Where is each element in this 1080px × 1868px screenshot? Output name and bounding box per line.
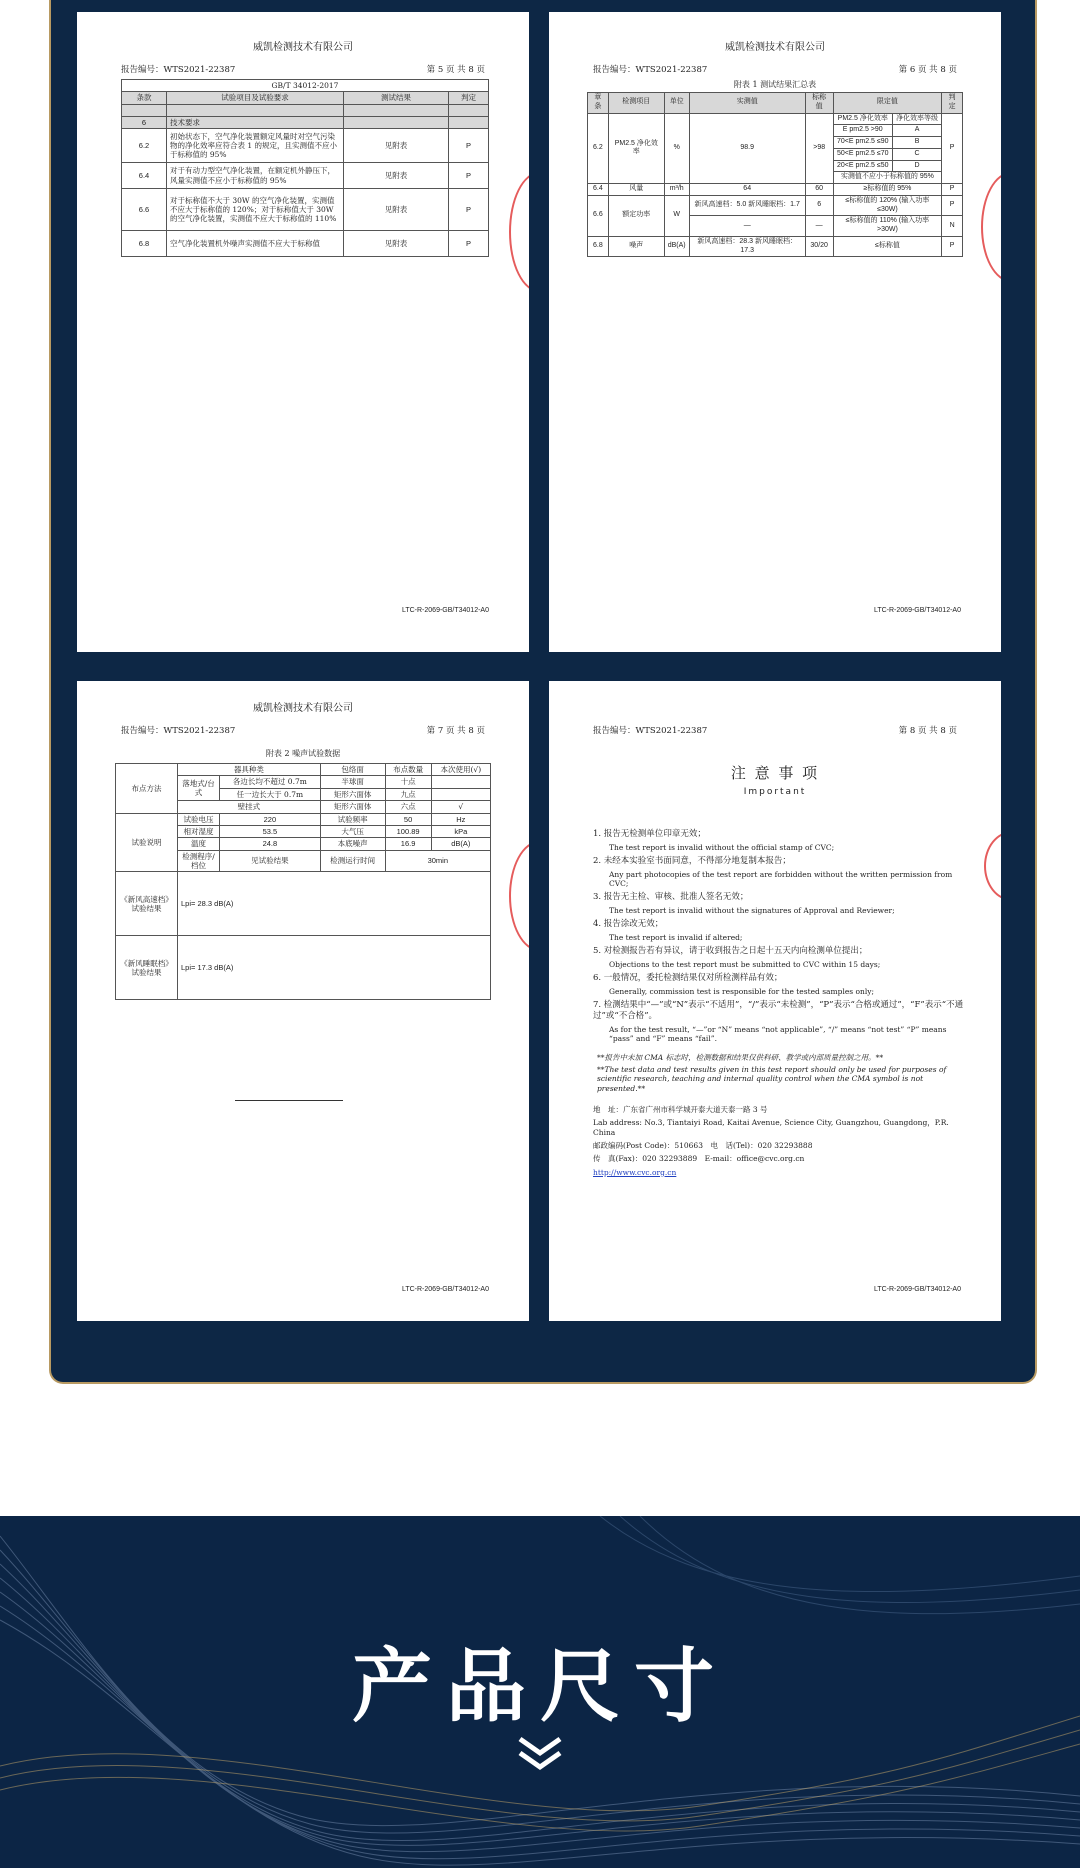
table-row: 6.2 PM2.5 净化效率 % 98.9 >98 PM2.5 净化效率 净化效率等级 P — [588, 113, 963, 125]
report-page-8 — [549, 681, 1001, 1321]
double-chevron-down-icon — [514, 1733, 566, 1773]
page-number: 第 6 页 共 8 页 — [898, 65, 957, 75]
table-row: 《新风睡眠档》试验结果 Lpi= 17.3 dB(A) — [116, 936, 491, 1000]
official-stamp — [509, 841, 529, 951]
section-row: 6 技术要求 — [122, 116, 489, 128]
report-number: 报告编号：WTS2021-22387 — [121, 726, 236, 736]
footer-code: LTC-R-2069-GB/T34012-A0 — [873, 1286, 961, 1294]
standard-code: GB/T 34012-2017 — [122, 80, 489, 92]
section-title: 产品尺寸 — [352, 1640, 728, 1733]
notice-title: 注 意 事 项 — [730, 764, 820, 782]
report-page-5 — [77, 12, 529, 652]
cma-note-cn: **报告中未加 CMA 标志时，检测数据和结果仅供科研、教学或内部质量控制之用。** — [597, 1053, 884, 1063]
table-caption: 附表 2 噪声试验数据 — [265, 749, 341, 758]
table-row: 6.6 对于标称值不大于 30W 的空气净化装置，实测值不应大于标称值的 120%；对于标称值大于 30W 的空气净化装置，实测值不应大于标称值的 110% 见附表 P — [122, 189, 489, 231]
list-item: 5. 对检测报告若有异议，请于收到报告之日起十五天内向检测单位提出； — [593, 946, 868, 957]
table-row: 6.4 对于有动力型空气净化装置，在额定机外静压下，风量实测值不应小于标称值的 95% 见附表 P — [122, 163, 489, 189]
table-row: 6.6 额定功率 W 新风高速档：5.0 新风睡眠档：1.7 6 ≤标称值的 120% (输入功率≤30W) P — [588, 195, 963, 216]
company-name: 威凯检测技术有限公司 — [253, 703, 353, 714]
list-item: 2. 未经本实验室书面同意，不得部分地复制本报告； — [593, 856, 791, 866]
page-number: 第 7 页 共 8 页 — [426, 726, 485, 736]
page-number: 第 8 页 共 8 页 — [898, 726, 957, 736]
page-number: 第 5 页 共 8 页 — [426, 65, 485, 75]
table-row: 6.8 噪声 dB(A) 新风高速档：28.3 新风睡眠档：17.3 30/20 ≤标称值 P — [588, 236, 963, 257]
table-row: 6.2 初始状态下，空气净化装置额定风量时对空气污染物的净化效率应符合表 1 的规定，且实测值不应小于标称值的 95% 见附表 P — [122, 129, 489, 163]
table-header: 章条 检测项目 单位 实测值 标称值 限定值 判定 — [588, 93, 963, 114]
end-line — [235, 1100, 343, 1101]
report-page-6 — [549, 12, 1001, 652]
table-row: 《新风高速档》试验结果 Lpi= 28.3 dB(A) — [116, 872, 491, 936]
lab-address-en: Lab address: No.3, Tiantaiyi Road, Kaitai Avenue, Science City, Guangzhou, Guangdong，P.R. China — [593, 1118, 949, 1137]
report-number: 报告编号：WTS2021-22387 — [121, 65, 236, 75]
footer-code: LTC-R-2069-GB/T34012-A0 — [401, 1286, 489, 1294]
table-header: 布点方法 器具种类 包络面 布点数量 本次使用(√) — [116, 764, 491, 776]
table-row: 试验说明 试验电压 220 试验频率 50 Hz — [116, 813, 491, 825]
list-item: 4. 报告涂改无效； — [593, 919, 664, 930]
noise-test-table: 布点方法 器具种类 包络面 布点数量 本次使用(√) 落地式/台式 各边长均不超过 0.7m 半球面 十点 任一边长大于 0.7m 矩形六面体 九点 壁挂式 矩形六面体 六点 √ 试验说明 试验电压 220 试验频率 50 Hz 相对湿度 53.5 大气压 100.89 kPa 温度 24.8 本底噪声 16.9 dB(A) 检测程序/档位 见试验结果 检测运行时间 30min 《新风高速档》试验结果 Lpi= 28.3 dB(A) 《新风睡眠档》试验结果 Lpi= 17.3 dB(A) — [115, 763, 491, 1000]
cma-note-en: **The test data and test results given in this test report should only be used for purposes of scientific research, teaching and internal quality control when the CMA symbol is not presented.** — [597, 1064, 947, 1093]
table-row: 6.8 空气净化装置机外噪声实测值不应大于标称值 见附表 P — [122, 231, 489, 257]
list-item: 7. 检测结果中“—”或“N”表示“不适用”，“/”表示“未检测”，“P”表示“合格或通过”，“F”表示“不通过”或“不合格”。 — [593, 1000, 964, 1021]
list-item: 1. 报告无检测单位印章无效； — [593, 829, 706, 839]
company-name: 威凯检测技术有限公司 — [253, 42, 353, 53]
footer-code: LTC-R-2069-GB/T34012-A0 — [873, 607, 961, 615]
report-number: 报告编号：WTS2021-22387 — [593, 65, 708, 75]
report-number: 报告编号：WTS2021-22387 — [593, 726, 708, 736]
table-row: 6.4 风量 m³/h 64 60 ≥标称值的 95% P — [588, 184, 963, 196]
table-header: 条款 试验项目及试验要求 测试结果 判定 — [122, 92, 489, 104]
report-page-7 — [77, 681, 529, 1321]
official-stamp — [981, 172, 1001, 282]
list-item: 6. 一般情况，委托检测结果仅对所检测样品有效； — [593, 973, 783, 984]
list-item: 3. 报告无主检、审核、批准人签名无效； — [593, 892, 749, 903]
notice-list: 1. 报告无检测单位印章无效； The test report is invalid without the official stamp of CVC; 2. 未经本实验室书面同意，不得部分地复制本报告； Any part photocopies of the test report are forbidden without the written permission from CVC; 3. 报告无主检、审核、批准人签名无效； The test report is invalid without the signatures of Approval and Reviewer; 4. 报告涂改无效； The test report is invalid if altered; 5. 对检测报告若有异议，请于收到报告之日起十五天内向检测单位提出； Objections to the test report must be submitted to CVC within 15 days; 6. 一般情况，委托检测结果仅对所检测样品有效； Generally, commission test is responsible for the tested samples only; 7. 检测结果中“—”或“N”表示“不适用”，“/”表示“未检测”，“P”表示“合格或通过”，“F”表示“不通过”或“不合格”。 As for the test result, “—”or “N” means “not applicable”, “/” means “not test” “P” means “pass” and “F” means “fail”. **报告中未加 CMA 标志时，检测数据和结果仅供科研、教学或内部质量控制之用。** **The test data and test results given in this test report should only be used for purposes of scientific research, teaching and internal quality control when the CMA symbol is not presented.** 地 址：广东省广州市科学城开泰大道天泰一路 3 号 Lab address: No.3, Tiantaiyi Road, Kaitai Avenue, Science City, Guangzhou, Guangdong，P.R. China 邮政编码(Post Code)：510663 电 话(Tel)：020 32293888 传 真(Fax)：020 32293889 E-mail：office@cvc.org.cn http://www.cvc.org.cn — [593, 825, 967, 1177]
postcode-phone: 邮政编码(Post Code)：510663 电 话(Tel)：020 32293888 — [593, 1141, 813, 1150]
results-summary-table: 章条 检测项目 单位 实测值 标称值 限定值 判定 6.2 PM2.5 净化效率 % 98.9 >98 PM2.5 净化效率 净化效率等级 P E pm2.5 >90 A 70<E pm2.5 ≤90 B 50<E pm2.5 ≤70 C 20<E pm2.5 ≤50 D 实测值不应小于标称值的 95% 6.4 风量 m³/h 64 60 ≥标称值的 95% P 6.6 额定功率 W 新风高速档：5.0 新风睡眠档：1.7 6 ≤标称值的 120% (输入功率≤30W) P — — ≤标称值的 110% (输入功率>30W) N 6.8 噪声 dB(A) 新风高速档：28.3 新风睡眠档：17.3 30/20 ≤标称值 P — [587, 92, 963, 257]
official-stamp — [509, 172, 529, 292]
lab-address-cn: 地 址：广东省广州市科学城开泰大道天泰一路 3 号 — [593, 1104, 768, 1114]
company-name: 威凯检测技术有限公司 — [725, 42, 825, 53]
footer-code: LTC-R-2069-GB/T34012-A0 — [401, 607, 489, 615]
website-link[interactable]: http://www.cvc.org.cn — [593, 1167, 677, 1177]
official-stamp — [984, 831, 1001, 901]
notice-subtitle: Important — [743, 787, 807, 797]
requirements-table — [121, 79, 489, 257]
fax-email: 传 真(Fax)：020 32293889 E-mail：office@cvc.org.cn — [593, 1154, 805, 1164]
table-caption: 附表 1 测试结果汇总表 — [733, 80, 817, 89]
